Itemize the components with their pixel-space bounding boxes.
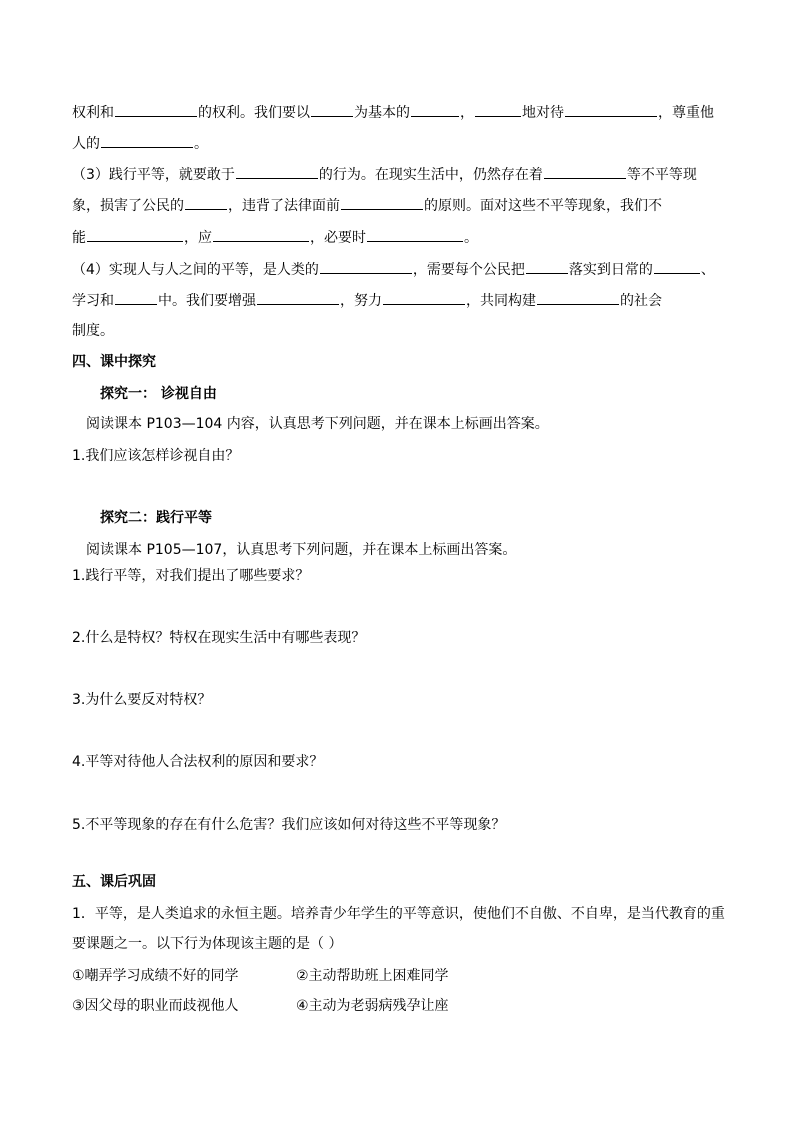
answer-blank[interactable] — [475, 102, 521, 117]
text-segment: 象，损害了公民的 — [72, 198, 184, 214]
text-segment: 落实到日常的 — [568, 262, 653, 278]
answer-blank[interactable] — [411, 102, 459, 117]
text-segment: 的原则。面对这些不平等现象，我们不 — [424, 198, 662, 214]
text-segment: ，必要时 — [310, 230, 366, 246]
question: 1.践行平等，对我们提出了哪些要求？ — [72, 568, 310, 584]
option-1[interactable]: ①嘲弄学习成绩不好的同学 — [72, 968, 239, 984]
text-segment: 。 — [194, 136, 208, 152]
answer-blank[interactable] — [544, 164, 626, 179]
explore-title: 探究二：践行平等 — [100, 510, 212, 526]
text-segment: 中。我们要增强 — [158, 293, 256, 309]
text-segment: ，尊重他 — [658, 105, 714, 121]
text-segment: 的权利。我们要以 — [198, 105, 310, 121]
text-segment: ，应 — [184, 230, 212, 246]
section-heading: 四、课中探究 — [72, 354, 156, 370]
answer-blank[interactable] — [383, 290, 465, 305]
question-text: 要课题之一。以下行为体现该主题的是（ ） — [72, 936, 343, 952]
answer-blank[interactable] — [213, 227, 309, 242]
answer-blank[interactable] — [526, 259, 568, 274]
fill-line — [72, 259, 715, 280]
option-3[interactable]: ③因父母的职业而歧视他人 — [72, 998, 239, 1014]
text-segment: 制度。 — [72, 323, 114, 339]
fill-line — [72, 227, 478, 248]
text-segment: 权利和 — [72, 105, 114, 121]
answer-blank[interactable] — [185, 195, 227, 210]
answer-blank[interactable] — [537, 290, 619, 305]
text-segment: 的社会 — [620, 293, 662, 309]
answer-blank[interactable] — [367, 227, 463, 242]
answer-blank[interactable] — [311, 102, 353, 117]
text-segment: ，努力 — [340, 293, 382, 309]
question-text: 1．平等，是人类追求的永恒主题。培养青少年学生的平等意识，使他们不自傲、不自卑，是当代教育的重 — [72, 906, 725, 922]
text-segment: 。 — [464, 230, 478, 246]
fill-line — [72, 290, 662, 311]
text-segment: 为基本的 — [354, 105, 410, 121]
answer-blank[interactable] — [101, 133, 193, 148]
answer-blank[interactable] — [320, 259, 412, 274]
fill-line — [72, 133, 208, 154]
text-segment: 、 — [700, 262, 715, 278]
answer-blank[interactable] — [341, 195, 423, 210]
answer-blank[interactable] — [87, 227, 183, 242]
fill-line — [72, 195, 662, 216]
option-2[interactable]: ②主动帮助班上困难同学 — [296, 968, 449, 984]
section-heading: 五、课后巩固 — [72, 874, 156, 890]
text-segment: ，违背了法律面前 — [228, 198, 340, 214]
question: 3.为什么要反对特权？ — [72, 692, 212, 708]
answer-blank[interactable] — [654, 259, 700, 274]
fill-line — [72, 102, 714, 123]
text-segment: （4）实现人与人之间的平等，是人类的 — [72, 262, 319, 278]
text-segment: （3）践行平等，就要敢于 — [72, 167, 235, 183]
answer-blank[interactable] — [565, 102, 657, 117]
text-segment: 的行为。在现实生活中，仍然存在着 — [318, 167, 543, 183]
answer-blank[interactable] — [236, 164, 318, 179]
question: 4.平等对待他人合法权利的原因和要求？ — [72, 754, 324, 770]
text-segment: 学习和 — [72, 293, 114, 309]
text-segment: 能 — [72, 230, 86, 246]
question: 2.什么是特权？特权在现实生活中有哪些表现？ — [72, 630, 366, 646]
explore-intro: 阅读课本 P103—104 内容，认真思考下列问题，并在课本上标画出答案。 — [86, 416, 549, 432]
question: 5.不平等现象的存在有什么危害？我们应该如何对待这些不平等现象？ — [72, 817, 506, 833]
answer-blank[interactable] — [115, 290, 157, 305]
text-segment: ， — [460, 105, 474, 121]
text-segment: 等不平等现 — [626, 167, 697, 183]
explore-intro: 阅读课本 P105—107，认真思考下列问题，并在课本上标画出答案。 — [86, 542, 517, 558]
text-segment: ，需要每个公民把 — [412, 262, 525, 278]
text-segment: ，共同构建 — [466, 293, 536, 309]
explore-title: 探究一： 诊视自由 — [100, 386, 217, 402]
option-4[interactable]: ④主动为老弱病残孕让座 — [296, 998, 449, 1014]
fill-line — [72, 321, 114, 341]
question: 1.我们应该怎样诊视自由？ — [72, 448, 240, 464]
text-segment: 地对待 — [522, 105, 564, 121]
answer-blank[interactable] — [257, 290, 339, 305]
answer-blank[interactable] — [115, 102, 197, 117]
fill-line — [72, 164, 697, 185]
text-segment: 人的 — [72, 136, 100, 152]
